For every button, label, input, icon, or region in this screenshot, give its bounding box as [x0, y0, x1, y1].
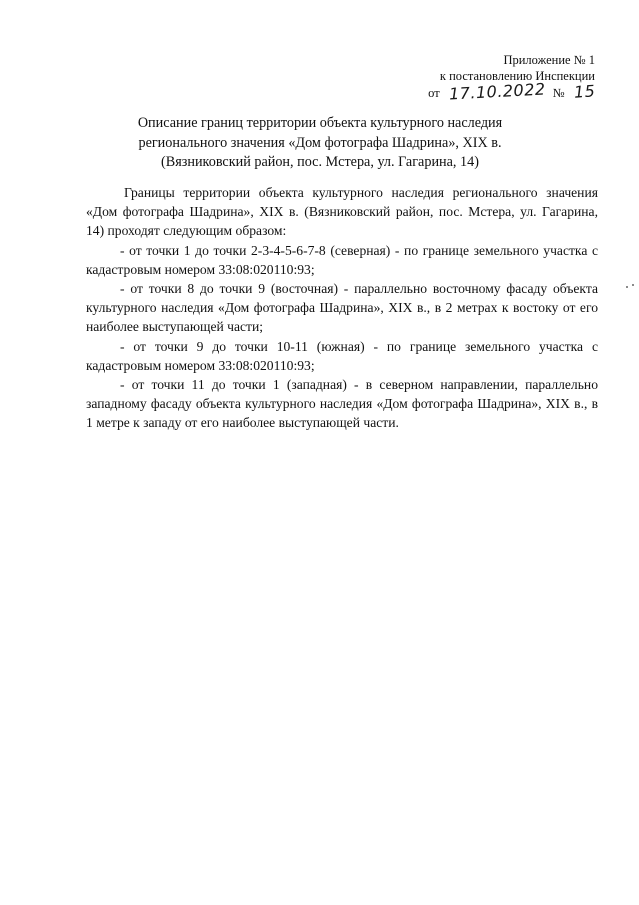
boundary-west: - от точки 11 до точки 1 (западная) - в северном направлении, параллельно западному фасаду объекта культурного наследия «Дом фотографа Шадрина», XIX в., в 1 метре к западу от его наиболее выступающей части.: [86, 377, 598, 431]
boundary-east: - от точки 8 до точки 9 (восточная) - параллельно восточному фасаду объекта культурного наследия «Дом фотографа Шадрина», XIX в., в 2 метрах к востоку от его наиболее выступающей части;: [86, 281, 598, 335]
number-label: №: [552, 86, 565, 100]
scan-specks: [626, 284, 636, 290]
from-label: от: [428, 86, 440, 100]
handwritten-date: 17.10.2022: [448, 79, 546, 104]
appendix-reference: к постановлению Инспекции: [439, 69, 595, 83]
appendix-date-line: [428, 79, 596, 104]
boundary-north: - от точки 1 до точки 2-3-4-5-6-7-8 (северная) - по границе земельного участка с кадастровым номером 33:08:020110:93;: [86, 242, 598, 277]
intro-paragraph: Границы территории объекта культурного наследия регионального значения «Дом фотографа Шадрина», XIX в. (Вязниковский район, пос. Мстера, ул. Гагарина, 14) проходят следующим образом:: [86, 185, 598, 239]
title-line-2: регионального значения «Дом фотографа Шадрина», XIX в.: [138, 134, 502, 151]
title-line-1: Описание границ территории объекта культурного наследия: [137, 115, 503, 131]
handwritten-number: 15: [572, 81, 596, 102]
document-title: [60, 114, 580, 173]
appendix-title: Приложение № 1: [503, 53, 595, 67]
boundary-south: - от точки 9 до точки 10-11 (южная) - по границе земельного участка с кадастровым номером 33:08:020110:93;: [86, 338, 598, 373]
appendix-header: [428, 52, 596, 104]
title-line-3: (Вязниковский район, пос. Мстера, ул. Гагарина, 14): [161, 154, 479, 170]
document-body: [86, 183, 598, 433]
